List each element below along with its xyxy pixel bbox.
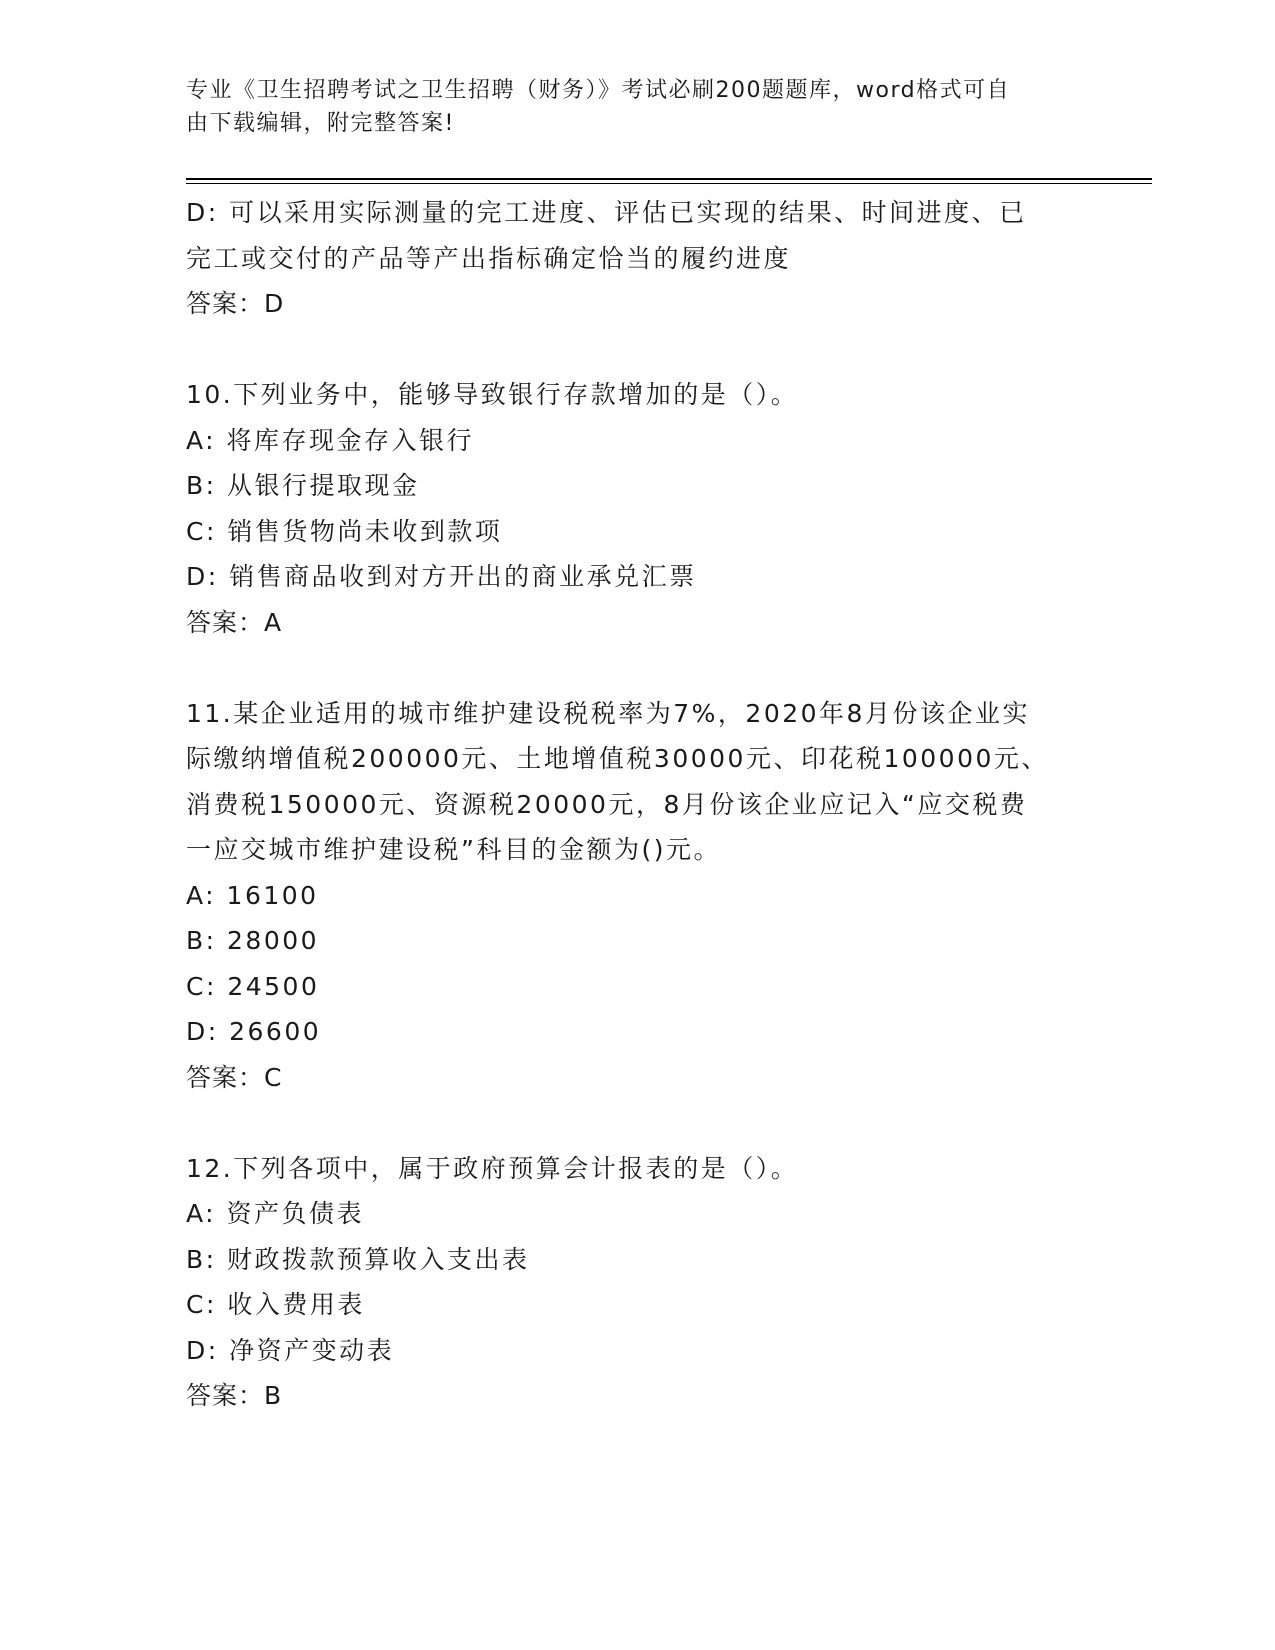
header-rule-thin — [186, 183, 1152, 184]
option-d-line-1: D: 可以采用实际测量的完工进度、评估已实现的结果、时间进度、已 — [186, 198, 1027, 227]
answer: 答案：C — [186, 1062, 283, 1092]
answer: 答案：A — [186, 607, 283, 637]
question-text-line-2: 际缴纳增值税200000元、土地增值税30000元、印花税100000元、 — [186, 744, 1049, 773]
question-9-continued — [186, 190, 1066, 327]
answer: 答案：D — [186, 289, 285, 318]
option-a: A: 将库存现金存入银行 — [186, 425, 475, 455]
option-a: A: 资产负债表 — [186, 1199, 365, 1228]
question-10 — [186, 372, 1066, 645]
question-12 — [186, 1146, 1066, 1419]
option-c: C: 收入费用表 — [186, 1290, 365, 1319]
option-d: D: 销售商品收到对方开出的商业承兑汇票 — [186, 562, 697, 591]
header-line-1: 专业《卫生招聘考试之卫生招聘（财务）》考试必刷200题题库，word格式可自 — [186, 78, 1011, 103]
option-d: D: 净资产变动表 — [186, 1335, 395, 1365]
option-a: A: 16100 — [186, 880, 319, 910]
question-11 — [186, 691, 1066, 1101]
question-text-line-1: 11.某企业适用的城市维护建设税税率为7%，2020年8月份该企业实 — [186, 698, 1030, 728]
header-line-2: 由下载编辑，附完整答案! — [186, 111, 455, 136]
question-text-line-4: 一应交城市维护建设税”科目的金额为()元。 — [186, 835, 721, 864]
question-text-line-3: 消费税150000元、资源税20000元，8月份该企业应记入“应交税费 — [186, 789, 1028, 819]
spacer — [186, 327, 1066, 373]
option-c: C: 销售货物尚未收到款项 — [186, 516, 503, 546]
option-c: C: 24500 — [186, 971, 320, 1001]
document-body — [186, 190, 1066, 1419]
option-b: B: 从银行提取现金 — [186, 471, 420, 500]
option-d: D: 26600 — [186, 1017, 322, 1046]
option-d-line-2: 完工或交付的产品等产出指标确定恰当的履约进度 — [186, 243, 792, 273]
question-text: 10.下列业务中，能够导致银行存款增加的是（）。 — [186, 380, 799, 409]
document-header — [186, 74, 1066, 140]
question-text: 12.下列各项中，属于政府预算会计报表的是（）。 — [186, 1153, 799, 1183]
option-b: B: 28000 — [186, 926, 320, 955]
answer: 答案：B — [186, 1381, 283, 1410]
option-b: B: 财政拨款预算收入支出表 — [186, 1244, 530, 1274]
spacer — [186, 1100, 1066, 1146]
header-rule-thick — [186, 178, 1152, 180]
spacer — [186, 645, 1066, 691]
